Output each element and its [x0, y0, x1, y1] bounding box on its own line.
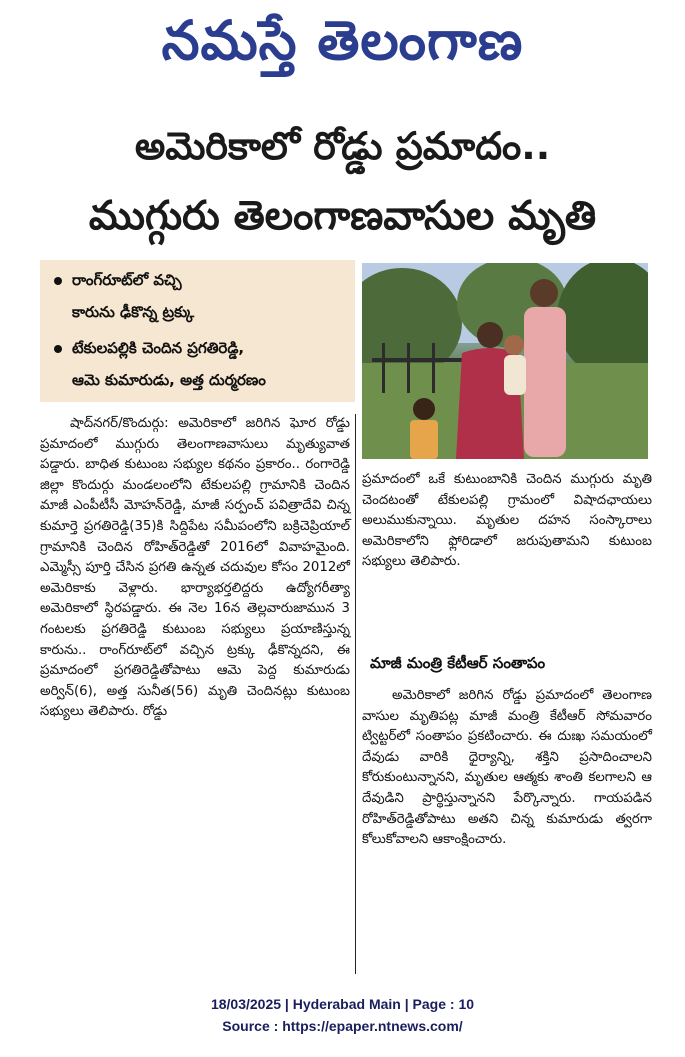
highlight-item: కారును ఢీకొన్న ట్రక్కు	[72, 303, 195, 321]
masthead-logo: నమస్తే తెలంగాణ	[161, 9, 524, 72]
family-photo-illustration	[362, 263, 648, 459]
subheading: మాజీ మంత్రి కేటీఆర్ సంతాపం	[370, 654, 546, 672]
article-body-right-bottom: అమెరికాలో జరిగిన రోడ్డు ప్రమాదంలో తెలంగాణ వాసుల మృతిపట్ల మాజీ మంత్రి కేటీఆర్ సోమవారం ట్విట్టర్‌లో సంతాపం ప్రకటించారు. ఈ దుఃఖ సమయంలో దేవుడు వారికి ధైర్యాన్ని, శక్తిని ప్రసాదించాలని కోరుకుంటున్నానని, మృతుల ఆత్మకు శాంతి కలగాలని ఆ దేవుడిని ప్రార్థిస్తున్నానని పేర్కొన్నారు. గాయపడిన రోహిత్‌రెడ్డితోపాటు అతని చిన్న కుమారుడు త్వరగా కోలుకోవాలని ఆకాంక్షించారు.	[362, 688, 652, 848]
bullet-icon	[54, 345, 62, 353]
headline-line-1: అమెరికాలో రోడ్డు ప్రమాదం..	[134, 124, 551, 168]
column-divider	[355, 414, 356, 974]
highlight-item: ఆమె కుమారుడు, అత్త దుర్మరణం	[72, 371, 266, 389]
article-body-left: షాద్‌నగర్/కొందుర్గు: అమెరికాలో జరిగిన ఘోర రోడ్డు ప్రమాదంలో ముగ్గురు తెలంగాణవాసులు మృత్యువాత పడ్డారు. బాధిత కుటుంబ సభ్యుల కథనం ప్రకారం.. రంగారెడ్డి జిల్లా కొందుర్గు మండలంలోని టేకులపల్లి గ్రామానికి చెందిన మాజీ ఎంపీటీసీ మోహన్‌రెడ్డి, మాజీ సర్పంచ్ పవిత్రాదేవి చిన్న కుమార్తె ప్రగతిరెడ్డి(35)కి సిద్దిపేట సమీపంలోని బక్రిచెప్రియాల్ గ్రామానికి చెందిన రోహిత్‌రెడ్డితో 2016లో వివాహమైంది. ఎమ్మెస్సీ పూర్తి చేసిన ప్రగతి ఉన్నత చదువుల కోసం 2012లో అమెరికాకు వెళ్లారు. భార్యాభర్తలిద్దరు ఉద్యోగరీత్యా అమెరికాలో స్థిరపడ్డారు. ఈ నెల 16న తెల్లవారుజామున 3 గంటలకు ప్రగతిరెడ్డి కుటుంబ సభ్యులు ప్రయాణిస్తున్న కారును.. రాంగ్‌రూట్‌లో వచ్చిన ట్రక్కు ఢీకొన్నదని, ఈ ప్రమాదంలో ప్రగతిరెడ్డితోపాటు ఆమె పెద్ద కుమారుడు అర్విన్(6), అత్త సునీత(56) మృతి చెందినట్లు కుటుంబ సభ్యులు తెలిపారు. రోడ్డు	[40, 416, 350, 720]
headline-line-2: ముగ్గురు తెలంగాణవాసుల మృతి	[88, 193, 597, 239]
highlights-box	[40, 260, 355, 402]
footer-source: Source : https://epaper.ntnews.com/	[222, 1018, 463, 1034]
article-body-right-top: ప్రమాదంలో ఒకే కుటుంబానికి చెందిన ముగ్గురు మృతి చెందటంతో టేకులపల్లి గ్రామంలో విషాదఛాయలు అలుముకున్నాయి. మృతుల దహన సంస్కారాలు అమెరికాలోని ఫ్లోరిడాలో జరుపుతామని కుటుంబ సభ్యులు తెలిపారు.	[362, 472, 652, 570]
highlight-item: రాంగ్‌రూట్‌లో వచ్చి	[54, 270, 354, 290]
family-photo	[362, 263, 648, 459]
bullet-icon	[54, 277, 62, 285]
highlight-item: టేకులపల్లికి చెందిన ప్రగతిరెడ్డి,	[54, 338, 354, 358]
footer-date-edition: 18/03/2025 | Hyderabad Main | Page : 10	[210, 996, 475, 1012]
